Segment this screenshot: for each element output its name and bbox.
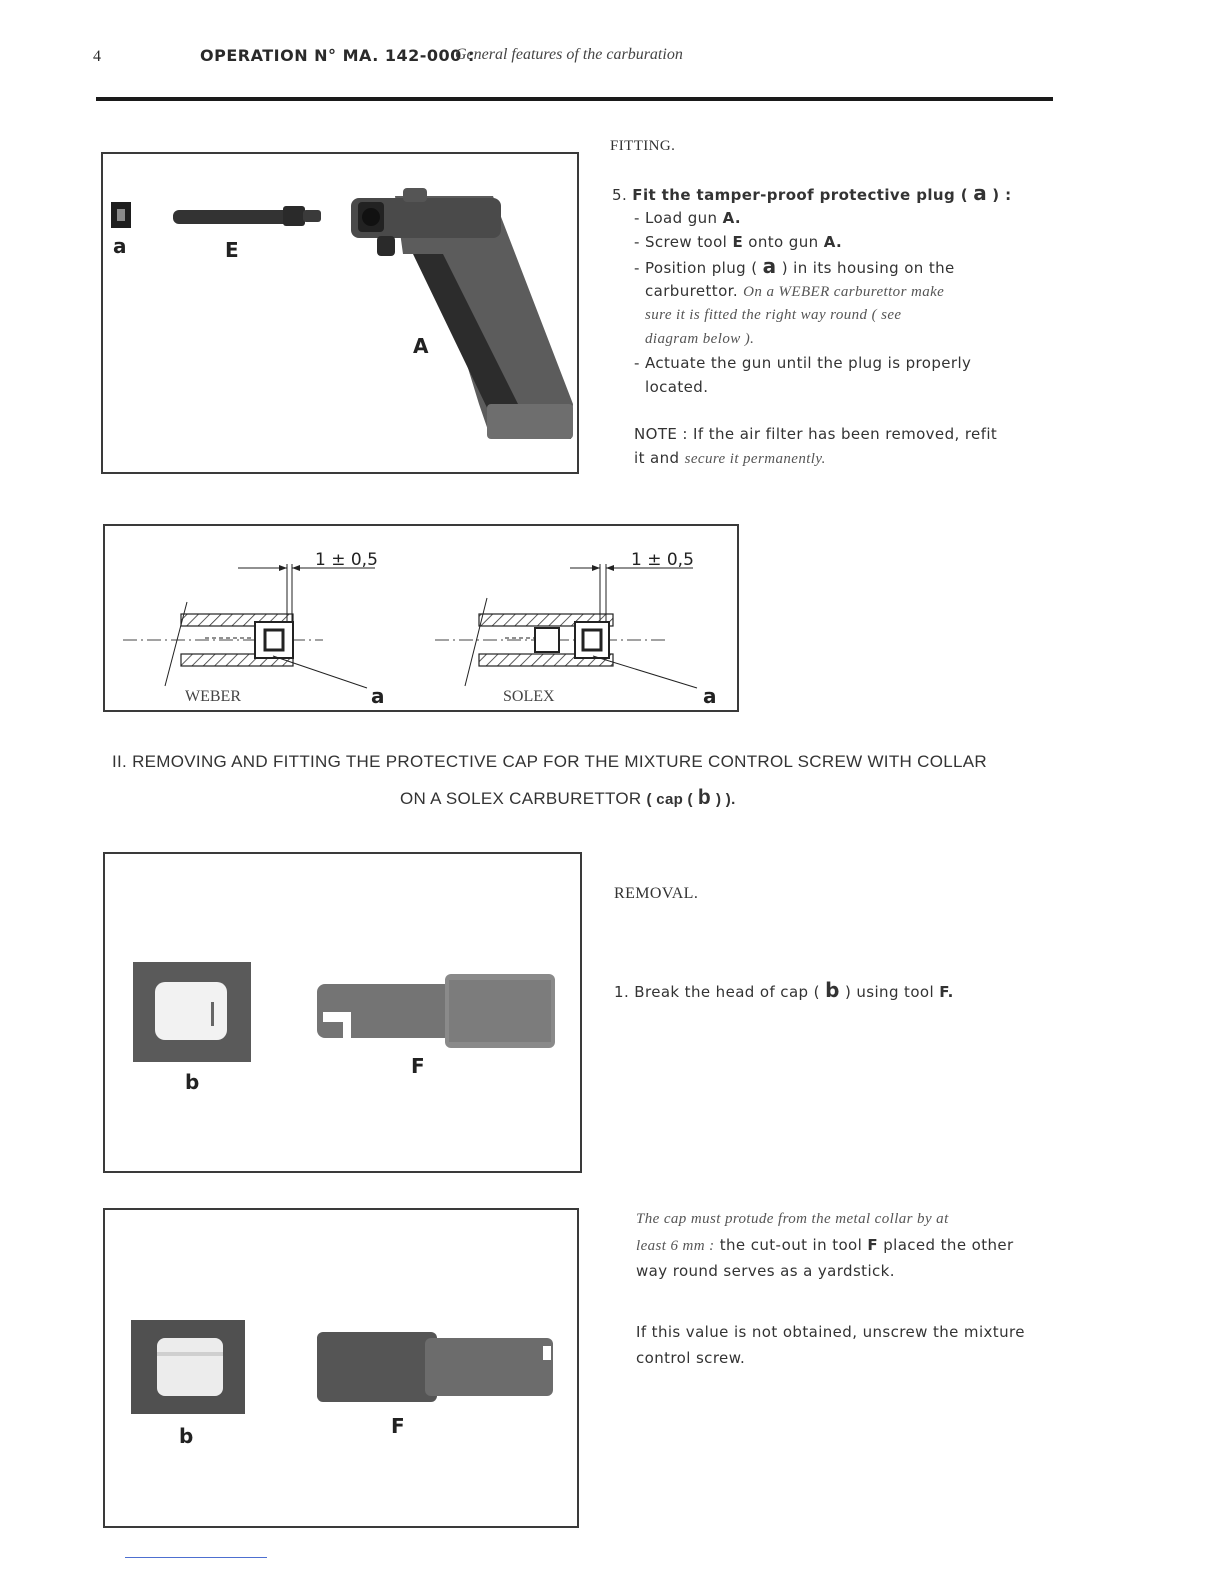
fitting-screw: - Screw tool E onto gun A. (634, 233, 843, 251)
solex-diagram (435, 564, 697, 688)
section-2-title-line1: II. REMOVING AND FITTING THE PROTECTIVE CAP FOR THE MIXTURE CONTROL SCREW WITH COLLAR (112, 752, 987, 771)
label-tool-f: F (411, 1054, 425, 1078)
page-number: 4 (93, 48, 101, 65)
gun-a-image (351, 188, 573, 439)
label-tool-e: E (225, 238, 239, 262)
weber-diagram (123, 564, 375, 688)
check-line-5: control screw. (636, 1349, 746, 1367)
fitting-position-line2: carburettor. On a WEBER carburettor make (645, 282, 945, 300)
label-plug-a: a (113, 234, 127, 258)
fitting-position-line4: diagram below ). (645, 331, 755, 347)
fitting-note: NOTE : If the air filter has been removed, refit (634, 425, 998, 443)
tool-f-image (317, 974, 555, 1048)
fitting-note-line2: it and secure it permanently. (634, 449, 826, 467)
label-cap-b: b (185, 1070, 200, 1094)
check-line-3: way round serves as a yardstick. (636, 1262, 895, 1280)
figure-fitting-tools (101, 152, 579, 474)
removal-heading: REMOVAL. (614, 885, 699, 902)
fitting-actuate: - Actuate the gun until the plug is properly (634, 354, 972, 372)
operation-subtitle: General features of the carburation (455, 46, 683, 63)
figure-plug-diagram (103, 524, 739, 712)
header-rule (96, 97, 1053, 101)
fitting-step-5: 5. Fit the tamper-proof protective plug ( a ) : (612, 181, 1012, 205)
label-weber-plug: a (371, 684, 385, 708)
fitting-load: - Load gun A. (634, 209, 742, 227)
tool-e-image (173, 210, 291, 224)
label-solex-plug: a (703, 684, 717, 708)
label-weber: WEBER (185, 688, 241, 705)
dimension-solex: 1 ± 0,5 (631, 550, 694, 570)
fitting-actuate-line2: located. (645, 378, 709, 396)
dimension-weber: 1 ± 0,5 (315, 550, 378, 570)
removal-illustration (105, 854, 580, 1171)
fitting-position-line3: sure it is fitted the right way round ( see (645, 307, 902, 323)
section-2-title-line2: ON A SOLEX CARBURETTOR ( cap ( b ) ). (400, 786, 736, 809)
operation-title: OPERATION N° MA. 142-000 : (200, 46, 475, 65)
label-solex: SOLEX (503, 688, 555, 705)
tool-f-check-image (317, 1332, 553, 1402)
footer-line (125, 1557, 267, 1558)
removal-step-1: 1. Break the head of cap ( b ) using tool F. (614, 978, 954, 1002)
label-cap-b-check: b (179, 1424, 194, 1448)
figure-check (103, 1208, 579, 1528)
fitting-heading: FITTING. (610, 138, 676, 154)
label-gun-a: A (413, 334, 429, 358)
check-line-1: The cap must protude from the metal collar by at (636, 1211, 949, 1227)
tools-illustration (103, 154, 577, 472)
check-line-4: If this value is not obtained, unscrew the mixture (636, 1323, 1025, 1341)
check-line-2: least 6 mm : the cut-out in tool F placed the other (636, 1236, 1014, 1254)
fitting-position: - Position plug ( a ) in its housing on the (634, 254, 955, 278)
label-tool-f-check: F (391, 1414, 405, 1438)
figure-removal (103, 852, 582, 1173)
check-illustration (105, 1210, 577, 1526)
